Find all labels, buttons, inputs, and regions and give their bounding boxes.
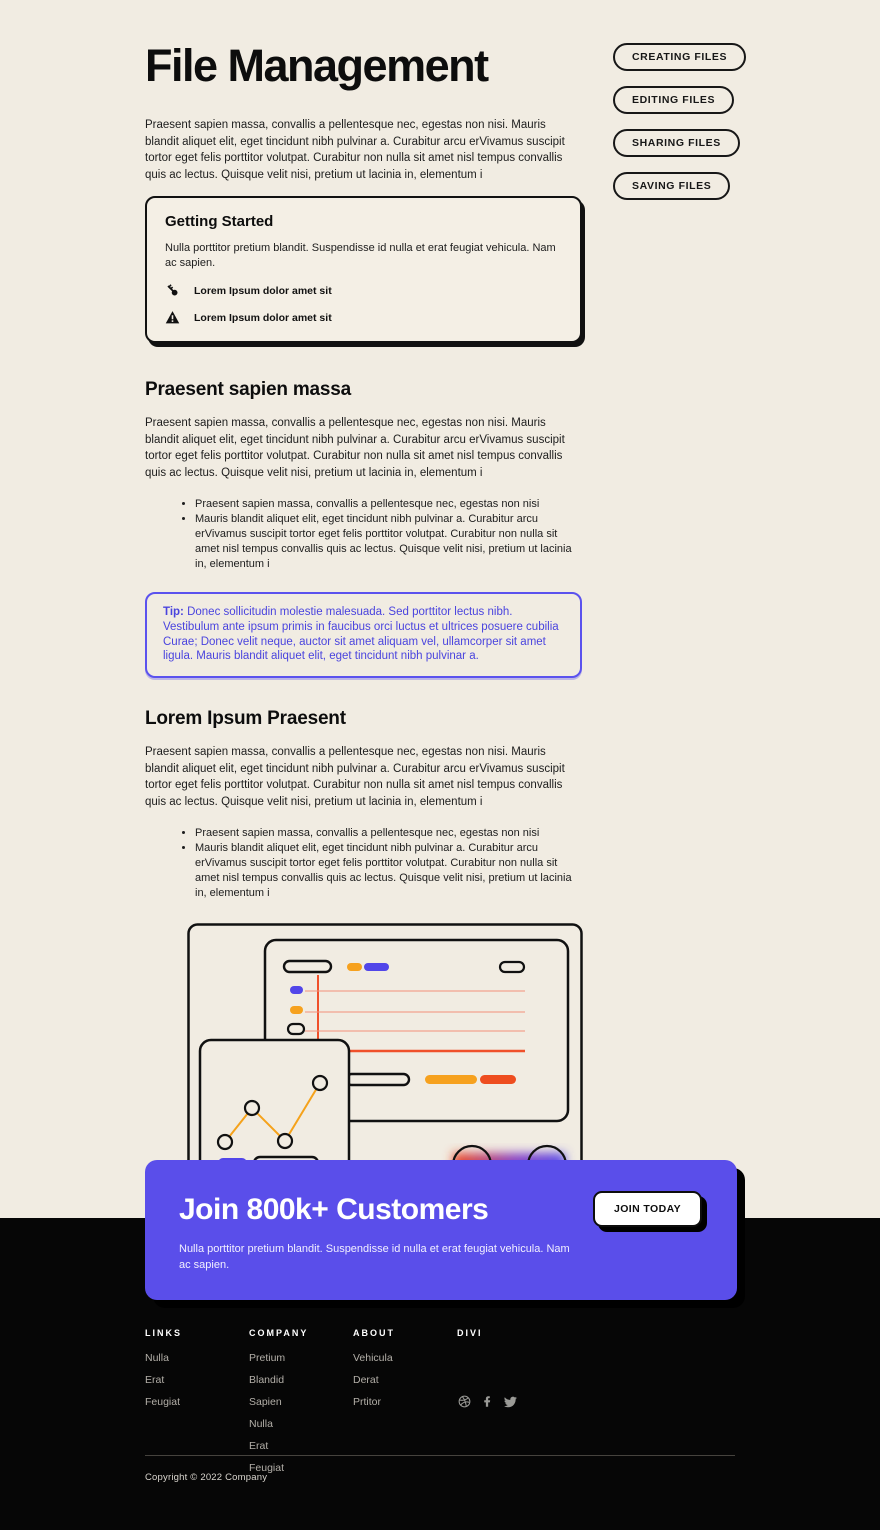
join-today-button[interactable]: JOIN TODAY	[593, 1191, 702, 1227]
bullet-item: • Praesent sapien massa, convallis a pellentesque nec, egestas non nisi	[195, 826, 582, 841]
list-item	[165, 310, 562, 325]
getting-started-body: Nulla porttitor pretium blandit. Suspendisse id nulla et erat feugiat vehicula. Nam ac sapien.	[165, 242, 556, 269]
social-icons	[458, 1395, 517, 1408]
section-title-lorem: Lorem Ipsum Praesent	[145, 708, 346, 730]
footer-link[interactable]: Prtitor	[353, 1396, 382, 1408]
bullet-list	[145, 497, 582, 572]
tip-callout	[145, 592, 582, 678]
footer-link[interactable]: Blandid	[249, 1374, 285, 1386]
footer-link[interactable]: Sapien	[249, 1396, 282, 1408]
toc-nav	[613, 43, 746, 200]
footer-divider	[145, 1455, 735, 1456]
footer-link[interactable]: Feugiat	[145, 1396, 181, 1408]
page-title: File Management	[145, 40, 488, 91]
footer-column-heading: DIVI	[457, 1328, 483, 1338]
footer-link[interactable]: Feugiat	[249, 1462, 285, 1474]
tip-label: Tip:	[163, 606, 184, 618]
getting-started-item-label: Lorem Ipsum dolor amet sit	[194, 284, 332, 297]
getting-started-item-label: Lorem Ipsum dolor amet sit	[194, 311, 332, 324]
footer-column-heading: COMPANY	[249, 1328, 309, 1338]
getting-started-card	[145, 196, 582, 343]
section-paragraph: Praesent sapien massa, convallis a pellentesque nec, egestas non nisi. Mauris blandit aliquet elit, eget tincidunt nibh pulvinar a. Curabitur arcu erVivamus suscipit tortor eget felis porttitor volutpat. Curabitur non nulla sit amet nisl tempus convallis quis ac lectus. Quisque velit nisi, pretium ut lacinia in, elementum i	[145, 417, 565, 479]
article	[145, 0, 582, 1210]
footer-column-links	[145, 1328, 249, 1482]
cta-banner	[145, 1160, 737, 1300]
cta-body: Nulla porttitor pretium blandit. Suspendisse id nulla et erat feugiat vehicula. Nam ac sapien.	[179, 1243, 570, 1271]
facebook-icon[interactable]	[481, 1395, 494, 1408]
list-item	[165, 283, 562, 298]
footer-link[interactable]: Derat	[353, 1374, 379, 1386]
toc-pill-saving-files[interactable]: SAVING FILES	[613, 172, 730, 200]
cta-title: Join 800k+ Customers	[179, 1193, 489, 1226]
bullet-item: • Mauris blandit aliquet elit, eget tincidunt nibh pulvinar a. Curabitur arcu erVivamus suscipit tortor eget felis porttitor volutpat. Curabitur non nulla sit amet nisl tempus convallis quis ac lectus. Quisque velit nisi, pretium ut lacinia in, elementum i	[195, 512, 582, 572]
footer-column-company	[249, 1328, 353, 1482]
footer-link[interactable]: Nulla	[249, 1418, 273, 1430]
bullet-item: • Praesent sapien massa, convallis a pellentesque nec, egestas non nisi	[195, 497, 582, 512]
footer-link[interactable]: Nulla	[145, 1352, 169, 1364]
toc-pill-creating-files[interactable]: CREATING FILES	[613, 43, 746, 71]
footer-link[interactable]: Vehicula	[353, 1352, 393, 1364]
section-title-praesent: Praesent sapien massa	[145, 379, 351, 400]
tip-body: Donec sollicitudin molestie malesuada. Sed porttitor lectus nibh. Vestibulum ante ipsum primis in faucibus orci luctus et ultrices posuere cubilia Curae; Donec velit neque, auctor sit amet aliquam vel, ullamcorper sit amet ligula. Mauris blandit aliquet elit, eget tincidunt nibh pulvinar a.	[163, 606, 559, 663]
bullet-list	[145, 826, 582, 901]
getting-started-title: Getting Started	[165, 213, 274, 230]
footer-link[interactable]: Pretium	[249, 1352, 286, 1364]
footer-link[interactable]: Erat	[145, 1374, 165, 1386]
bullet-item: • Mauris blandit aliquet elit, eget tincidunt nibh pulvinar a. Curabitur arcu erVivamus suscipit tortor eget felis porttitor volutpat. Curabitur non nulla sit amet nisl tempus convallis quis ac lectus. Quisque velit nisi, pretium ut lacinia in, elementum i	[195, 841, 582, 901]
section-paragraph: Praesent sapien massa, convallis a pellentesque nec, egestas non nisi. Mauris blandit aliquet elit, eget tincidunt nibh pulvinar a. Curabitur arcu erVivamus suscipit tortor eget felis porttitor volutpat. Curabitur non nulla sit amet nisl tempus convallis quis ac lectus. Quisque velit nisi, pretium ut lacinia in, elementum i	[145, 746, 565, 808]
footer-column-heading: LINKS	[145, 1328, 182, 1338]
line-chart-card	[200, 1040, 349, 1179]
footer-column-about	[353, 1328, 457, 1482]
warning-icon	[165, 310, 180, 325]
footer-column-heading: ABOUT	[353, 1328, 395, 1338]
toc-pill-editing-files[interactable]: EDITING FILES	[613, 86, 734, 114]
intro-paragraph: Praesent sapien massa, convallis a pellentesque nec, egestas non nisi. Mauris blandit aliquet elit, eget tincidunt nibh pulvinar a. Curabitur arcu erVivamus suscipit tortor eget felis porttitor volutpat. Curabitur non nulla sit amet nisl tempus convallis quis ac lectus. Quisque velit nisi, pretium ut lacinia in, elementum i	[145, 119, 565, 181]
copyright-text: Copyright © 2022 Company	[145, 1472, 268, 1483]
key-icon	[165, 283, 180, 298]
footer-link[interactable]: Erat	[249, 1440, 269, 1452]
twitter-icon[interactable]	[504, 1395, 517, 1408]
dribbble-icon[interactable]	[458, 1395, 471, 1408]
toc-pill-sharing-files[interactable]: SHARING FILES	[613, 129, 740, 157]
